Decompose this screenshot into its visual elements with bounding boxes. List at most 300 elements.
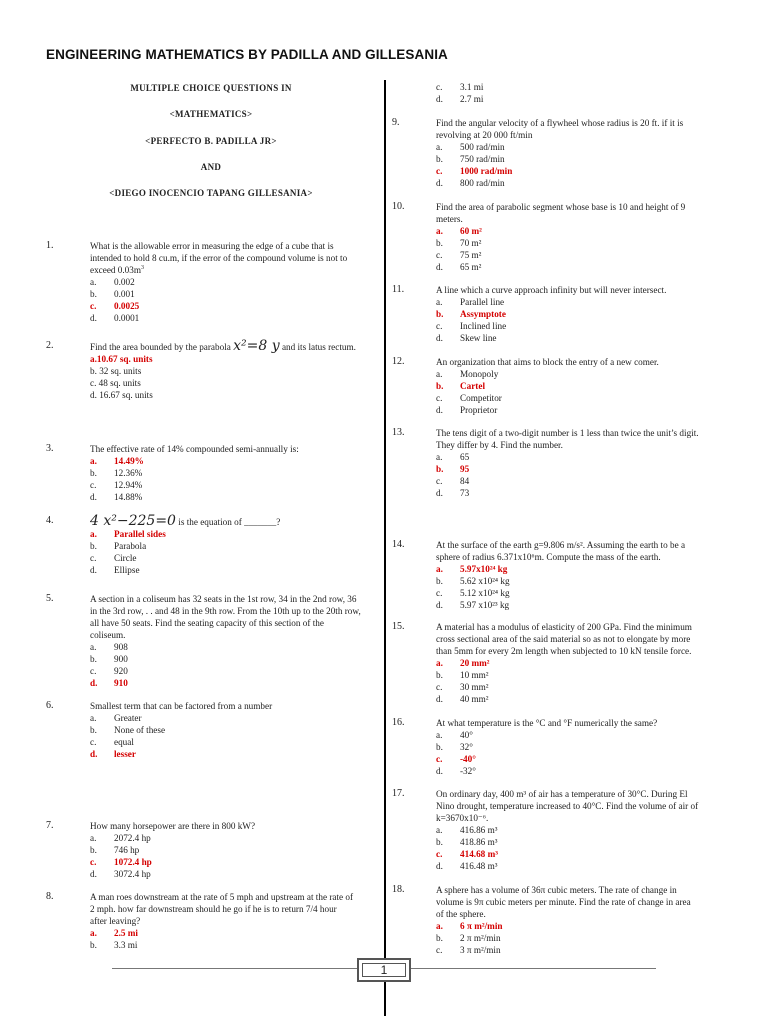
answer-option bbox=[90, 389, 376, 401]
option-letter: b. bbox=[436, 238, 443, 248]
option-letter: d. bbox=[90, 492, 97, 502]
answer-option bbox=[436, 487, 722, 499]
answer-option-correct bbox=[90, 353, 376, 365]
option-text: Skew line bbox=[460, 333, 497, 343]
page-number: 1 bbox=[357, 958, 411, 982]
question-line: The effective rate of 14% compounded semi-annually is: bbox=[90, 444, 299, 454]
option-text: 6 π m²/min bbox=[460, 921, 503, 931]
answer-option bbox=[90, 665, 376, 677]
question-number: 12. bbox=[392, 356, 405, 367]
question-text bbox=[90, 515, 376, 528]
option-letter: b. bbox=[90, 940, 97, 950]
question-line: Find the area of parabolic segment whose base is 10 and height of 9 bbox=[436, 202, 686, 212]
option-letter: a. bbox=[436, 921, 443, 931]
option-letter: b. bbox=[90, 725, 97, 735]
question-line: sphere of radius 6.371x10⁶m. Compute the mass of the earth. bbox=[436, 552, 661, 562]
option-letter: d. bbox=[90, 749, 98, 759]
question-text bbox=[436, 117, 722, 141]
question-item bbox=[392, 717, 722, 777]
option-letter: c. bbox=[90, 737, 97, 747]
question-number: 13. bbox=[392, 427, 405, 438]
option-text: Competitor bbox=[460, 393, 502, 403]
answer-option-correct bbox=[436, 848, 722, 860]
answer-option-correct bbox=[436, 563, 722, 575]
option-text: 14.49% bbox=[114, 456, 144, 466]
option-text: equal bbox=[114, 737, 134, 747]
question-number: 17. bbox=[392, 788, 405, 799]
answer-option-correct bbox=[90, 455, 376, 467]
option-letter: c. bbox=[436, 945, 443, 955]
option-text: 2.5 mi bbox=[114, 928, 138, 938]
question-text bbox=[436, 717, 722, 729]
title-line: <PERFECTO B. PADILLA JR> bbox=[145, 136, 277, 146]
answer-option-correct bbox=[436, 657, 722, 669]
option-letter: b. bbox=[436, 381, 444, 391]
question-line: all have 50 seats. Find the seating capacity of this section of the bbox=[90, 618, 324, 628]
question-text bbox=[436, 788, 722, 824]
option-text: 12.36% bbox=[114, 468, 143, 478]
option-text: -32° bbox=[460, 766, 476, 776]
answer-option-correct bbox=[90, 677, 376, 689]
option-text: 14.88% bbox=[114, 492, 143, 502]
answer-option bbox=[90, 653, 376, 665]
option-letter: d. bbox=[90, 678, 98, 688]
question-number: 1. bbox=[46, 240, 54, 251]
answer-option bbox=[90, 724, 376, 736]
answer-option bbox=[90, 552, 376, 564]
option-text: 70 m² bbox=[460, 238, 482, 248]
option-letter: b. bbox=[90, 654, 97, 664]
option-text: 3.3 mi bbox=[114, 940, 138, 950]
answer-option bbox=[436, 669, 722, 681]
option-text: Parallel sides bbox=[114, 529, 166, 539]
option-text: 0.0001 bbox=[114, 313, 140, 323]
answer-option bbox=[436, 693, 722, 705]
option-letter: c. bbox=[436, 82, 443, 92]
option-letter: c. bbox=[90, 480, 97, 490]
question-item bbox=[46, 700, 376, 760]
answer-option bbox=[436, 141, 722, 153]
answer-option bbox=[90, 276, 376, 288]
option-letter: d. bbox=[90, 313, 97, 323]
question-line: A section in a coliseum has 32 seats in the 1st row, 34 in the 2nd row, 36 bbox=[90, 594, 357, 604]
question-text bbox=[90, 443, 376, 455]
option-text: 0.0025 bbox=[114, 301, 140, 311]
option-letter: a. bbox=[436, 452, 443, 462]
option-letter: d. bbox=[436, 861, 443, 871]
option-text: 95 bbox=[460, 464, 470, 474]
math-expression: x²=8 y bbox=[233, 338, 280, 354]
math-expression: 4 x²−225=0 bbox=[90, 513, 176, 529]
answer-option bbox=[90, 377, 376, 389]
answer-option-correct bbox=[90, 927, 376, 939]
answer-option-correct bbox=[90, 856, 376, 868]
option-text: 910 bbox=[114, 678, 128, 688]
option-letter: c. bbox=[436, 476, 443, 486]
question-number: 9. bbox=[392, 117, 400, 128]
answer-option-correct bbox=[436, 463, 722, 475]
question-item bbox=[392, 356, 722, 416]
option-letter: b. bbox=[436, 837, 443, 847]
answer-option bbox=[436, 575, 722, 587]
answer-option bbox=[90, 868, 376, 880]
option-letter: b. bbox=[90, 845, 97, 855]
question-line: after leaving? bbox=[90, 916, 141, 926]
question-line: k=3670x10⁻⁶. bbox=[436, 813, 489, 823]
question-line: Smallest term that can be factored from a number bbox=[90, 701, 273, 711]
question-number: 3. bbox=[46, 443, 54, 454]
option-letter: a. bbox=[90, 833, 97, 843]
option-letter: d. bbox=[90, 869, 97, 879]
option-letter: b. bbox=[90, 468, 97, 478]
question-item bbox=[392, 81, 722, 105]
option-text: Proprietor bbox=[460, 405, 498, 415]
title-line: <DIEGO INOCENCIO TAPANG GILLESANIA> bbox=[109, 188, 313, 198]
answer-option bbox=[90, 939, 376, 951]
answer-option bbox=[90, 288, 376, 300]
option-text: 920 bbox=[114, 666, 128, 676]
question-line: A man roes downstream at the rate of 5 mph and upstream at the rate of bbox=[90, 892, 354, 902]
option-letter: b. bbox=[90, 289, 97, 299]
answer-option bbox=[90, 479, 376, 491]
question-item bbox=[392, 284, 722, 344]
answer-option bbox=[436, 587, 722, 599]
option-text: 908 bbox=[114, 642, 128, 652]
option-text: 2 π m²/min bbox=[460, 933, 501, 943]
question-line: meters. bbox=[436, 214, 463, 224]
option-letter: d. bbox=[436, 262, 443, 272]
question-number: 14. bbox=[392, 539, 405, 550]
option-text: 60 m² bbox=[460, 226, 482, 236]
option-letter: a. bbox=[436, 658, 443, 668]
question-item bbox=[46, 515, 376, 576]
option-letter: a. bbox=[90, 529, 97, 539]
question-line: Nino drought, temperature increased to 40°C. Find the volume of air of bbox=[436, 801, 699, 811]
option-text: c. 48 sq. units bbox=[90, 378, 141, 388]
answer-option bbox=[436, 332, 722, 344]
question-text bbox=[90, 700, 376, 712]
answer-option bbox=[436, 451, 722, 463]
question-number: 10. bbox=[392, 201, 405, 212]
question-text bbox=[436, 621, 722, 657]
answer-option bbox=[436, 860, 722, 872]
option-text: Inclined line bbox=[460, 321, 507, 331]
question-number: 8. bbox=[46, 891, 54, 902]
option-letter: c. bbox=[90, 301, 97, 311]
title-line: AND bbox=[200, 162, 222, 172]
option-text: 2.7 mi bbox=[460, 94, 484, 104]
option-letter: d. bbox=[436, 488, 443, 498]
answer-option bbox=[436, 237, 722, 249]
option-text: 12.94% bbox=[114, 480, 143, 490]
answer-option-correct bbox=[436, 920, 722, 932]
option-letter: c. bbox=[436, 588, 443, 598]
option-text: 30 mm² bbox=[460, 682, 489, 692]
question-number: 11. bbox=[392, 284, 405, 295]
option-text: Assymptote bbox=[460, 309, 506, 319]
question-number: 7. bbox=[46, 820, 54, 831]
option-letter: a. bbox=[436, 142, 443, 152]
option-letter: b. bbox=[436, 742, 443, 752]
answer-option bbox=[90, 564, 376, 576]
option-letter: b. bbox=[436, 576, 443, 586]
question-line: exceed $0.03m^3$ bbox=[90, 265, 145, 275]
option-letter: d. bbox=[436, 178, 443, 188]
answer-option bbox=[436, 320, 722, 332]
option-letter: a. bbox=[436, 564, 443, 574]
option-letter: b. bbox=[436, 464, 444, 474]
question-number: 18. bbox=[392, 884, 405, 895]
option-letter: a. bbox=[436, 226, 443, 236]
option-text: Greater bbox=[114, 713, 142, 723]
column-divider bbox=[384, 80, 386, 1016]
option-letter: c. bbox=[90, 857, 97, 867]
question-item bbox=[46, 891, 376, 951]
option-letter: b. bbox=[436, 933, 443, 943]
question-number: 2. bbox=[46, 340, 54, 351]
title-line: MULTIPLE CHOICE QUESTIONS IN bbox=[130, 83, 292, 93]
option-letter: b. bbox=[436, 670, 443, 680]
option-text: 416.86 m³ bbox=[460, 825, 498, 835]
answer-option bbox=[436, 932, 722, 944]
option-letter: d. bbox=[90, 565, 97, 575]
option-letter: a. bbox=[90, 277, 97, 287]
question-number: 4. bbox=[46, 515, 54, 526]
option-text: lesser bbox=[114, 749, 136, 759]
question-item bbox=[46, 593, 376, 689]
question-text bbox=[436, 884, 722, 920]
option-text: 414.68 m³ bbox=[460, 849, 498, 859]
answer-option bbox=[90, 736, 376, 748]
option-text: 1000 rad/min bbox=[460, 166, 513, 176]
option-text: 900 bbox=[114, 654, 128, 664]
option-text: 3072.4 hp bbox=[114, 869, 151, 879]
option-text: 3 π m²/min bbox=[460, 945, 501, 955]
option-letter: d. bbox=[436, 766, 443, 776]
answer-option bbox=[90, 365, 376, 377]
answer-option bbox=[90, 844, 376, 856]
option-text: 0.001 bbox=[114, 289, 135, 299]
option-text: Parallel line bbox=[460, 297, 505, 307]
option-letter: a. bbox=[436, 730, 443, 740]
question-item bbox=[46, 443, 376, 503]
option-letter: c. bbox=[436, 393, 443, 403]
option-text: 20 mm² bbox=[460, 658, 490, 668]
option-text: 73 bbox=[460, 488, 470, 498]
answer-option bbox=[436, 392, 722, 404]
question-text bbox=[436, 427, 722, 451]
question-number: 5. bbox=[46, 593, 54, 604]
question-line: A line which a curve approach infinity but will never intersect. bbox=[436, 285, 667, 295]
answer-option bbox=[436, 261, 722, 273]
answer-option-correct bbox=[436, 753, 722, 765]
answer-option bbox=[436, 824, 722, 836]
question-line: The tens digit of a two-digit number is 1 less than twice the unit’s digit. bbox=[436, 428, 699, 438]
option-text: 32° bbox=[460, 742, 473, 752]
answer-option bbox=[436, 475, 722, 487]
option-text: 500 rad/min bbox=[460, 142, 505, 152]
option-text: 65 m² bbox=[460, 262, 482, 272]
answer-option bbox=[436, 944, 722, 956]
option-letter: c. bbox=[90, 553, 97, 563]
question-line: cross sectional area of the said material so as not to elongate by more bbox=[436, 634, 691, 644]
option-text: 10 mm² bbox=[460, 670, 489, 680]
option-letter: a. bbox=[436, 369, 443, 379]
answer-option-correct bbox=[436, 225, 722, 237]
option-letter: c. bbox=[436, 166, 443, 176]
option-letter: c. bbox=[436, 849, 443, 859]
answer-option bbox=[436, 404, 722, 416]
question-text bbox=[90, 340, 376, 353]
option-letter: a. bbox=[90, 713, 97, 723]
answer-option-correct bbox=[436, 308, 722, 320]
question-item bbox=[392, 884, 722, 956]
option-text: Circle bbox=[114, 553, 137, 563]
option-text: d. 16.67 sq. units bbox=[90, 390, 153, 400]
question-number: 15. bbox=[392, 621, 405, 632]
answer-option bbox=[436, 368, 722, 380]
answer-option bbox=[90, 832, 376, 844]
question-line: On ordinary day, 400 m³ of air has a temperature of 30°C. During El bbox=[436, 789, 688, 799]
question-line: coliseum. bbox=[90, 630, 126, 640]
question-line: volume is 9π cubic meters per minute. Find the rate of change in area bbox=[436, 897, 691, 907]
answer-option-correct bbox=[436, 165, 722, 177]
question-line: An organization that aims to block the entry of a new comer. bbox=[436, 357, 659, 367]
option-letter: d. bbox=[436, 694, 443, 704]
question-text bbox=[436, 284, 722, 296]
question-line: Find the angular velocity of a flywheel whose radius is 20 ft. if it is bbox=[436, 118, 684, 128]
question-line: A material has a modulus of elasticity of 200 GPa. Find the minimum bbox=[436, 622, 692, 632]
question-text-post: and its latus rectum. bbox=[279, 342, 356, 352]
question-number: 6. bbox=[46, 700, 54, 711]
option-text: Cartel bbox=[460, 381, 485, 391]
question-item bbox=[392, 621, 722, 705]
option-letter: d. bbox=[436, 600, 443, 610]
option-text: 0.002 bbox=[114, 277, 135, 287]
option-letter: c. bbox=[436, 321, 443, 331]
question-item bbox=[46, 340, 376, 401]
question-text bbox=[436, 539, 722, 563]
answer-option bbox=[436, 681, 722, 693]
answer-option bbox=[436, 81, 722, 93]
answer-option bbox=[436, 249, 722, 261]
question-text-pre: Find the area bounded by the parabola bbox=[90, 342, 234, 352]
option-text: Parabola bbox=[114, 541, 147, 551]
answer-option-correct bbox=[90, 748, 376, 760]
question-text bbox=[90, 593, 376, 641]
question-line: They differ by 4. Find the number. bbox=[436, 440, 563, 450]
question-line: What is the allowable error in measuring the edge of a cube that is bbox=[90, 241, 334, 251]
answer-option bbox=[90, 641, 376, 653]
question-text bbox=[436, 201, 722, 225]
question-number: 16. bbox=[392, 717, 405, 728]
question-line: 2 mph. how far downstream should he go if he is to return 7/4 hour bbox=[90, 904, 337, 914]
answer-option bbox=[90, 540, 376, 552]
answer-option bbox=[436, 741, 722, 753]
option-text: 750 rad/min bbox=[460, 154, 505, 164]
question-item bbox=[46, 820, 376, 880]
option-text: 75 m² bbox=[460, 250, 482, 260]
option-text: 5.12 x10²⁴ kg bbox=[460, 588, 510, 598]
option-letter: a. bbox=[436, 297, 443, 307]
question-item bbox=[392, 201, 722, 273]
option-letter: d. bbox=[436, 405, 443, 415]
option-letter: a. bbox=[90, 928, 97, 938]
option-letter: b. bbox=[436, 154, 443, 164]
question-text-post: is the equation of _______? bbox=[175, 517, 281, 527]
option-letter: b. bbox=[436, 309, 444, 319]
answer-option bbox=[436, 836, 722, 848]
option-letter: d. bbox=[436, 94, 443, 104]
question-line: of the sphere. bbox=[436, 909, 486, 919]
question-item bbox=[392, 539, 722, 611]
question-text bbox=[90, 891, 376, 927]
answer-option-correct bbox=[90, 528, 376, 540]
answer-option bbox=[436, 729, 722, 741]
option-text: 418.86 m³ bbox=[460, 837, 498, 847]
option-text: 3.1 mi bbox=[460, 82, 484, 92]
option-text: 2072.4 hp bbox=[114, 833, 151, 843]
question-item bbox=[392, 427, 722, 499]
answer-option bbox=[90, 312, 376, 324]
option-text: 5.97 x10²³ kg bbox=[460, 600, 510, 610]
question-text bbox=[90, 240, 376, 276]
question-text bbox=[90, 820, 376, 832]
option-text: 84 bbox=[460, 476, 470, 486]
option-text: 416.48 m³ bbox=[460, 861, 498, 871]
answer-option bbox=[90, 491, 376, 503]
title-line: <MATHEMATICS> bbox=[169, 109, 253, 119]
question-line: than 5mm for every 2m length when subjected to 10 kN tensile force. bbox=[436, 646, 692, 656]
option-text: Ellipse bbox=[114, 565, 140, 575]
answer-option bbox=[436, 599, 722, 611]
option-text: a.10.67 sq. units bbox=[90, 354, 153, 364]
option-letter: a. bbox=[436, 825, 443, 835]
option-letter: a. bbox=[90, 456, 97, 466]
answer-option bbox=[436, 153, 722, 165]
option-text: 5.62 x10²⁴ kg bbox=[460, 576, 510, 586]
option-letter: d. bbox=[436, 333, 443, 343]
superscript: 3 bbox=[141, 265, 145, 271]
option-text: 65 bbox=[460, 452, 470, 462]
option-text: None of these bbox=[114, 725, 166, 735]
option-text: 40 mm² bbox=[460, 694, 489, 704]
option-text: -40° bbox=[460, 754, 476, 764]
question-item bbox=[392, 788, 722, 872]
document-header: ENGINEERING MATHEMATICS BY PADILLA AND GILLESANIA bbox=[46, 47, 448, 62]
answer-option bbox=[436, 93, 722, 105]
answer-option-correct bbox=[436, 380, 722, 392]
answer-option bbox=[436, 765, 722, 777]
answer-option-correct bbox=[90, 300, 376, 312]
question-line: revolving at 20 000 ft/min bbox=[436, 130, 533, 140]
question-item bbox=[46, 240, 376, 324]
question-line: in the 3rd row, . . and 48 in the 9th row. From the 10th up to the 20th row, bbox=[90, 606, 361, 616]
option-letter: c. bbox=[90, 666, 97, 676]
option-text: 800 rad/min bbox=[460, 178, 505, 188]
option-text: 1072.4 hp bbox=[114, 857, 152, 867]
option-letter: c. bbox=[436, 250, 443, 260]
answer-option bbox=[436, 296, 722, 308]
question-text bbox=[436, 356, 722, 368]
option-text: 5.97x10²⁴ kg bbox=[460, 564, 508, 574]
answer-option bbox=[90, 712, 376, 724]
question-line: At what temperature is the °C and °F numerically the same? bbox=[436, 718, 658, 728]
option-letter: c. bbox=[436, 754, 443, 764]
option-letter: a. bbox=[90, 642, 97, 652]
option-letter: c. bbox=[436, 682, 443, 692]
answer-option bbox=[90, 467, 376, 479]
